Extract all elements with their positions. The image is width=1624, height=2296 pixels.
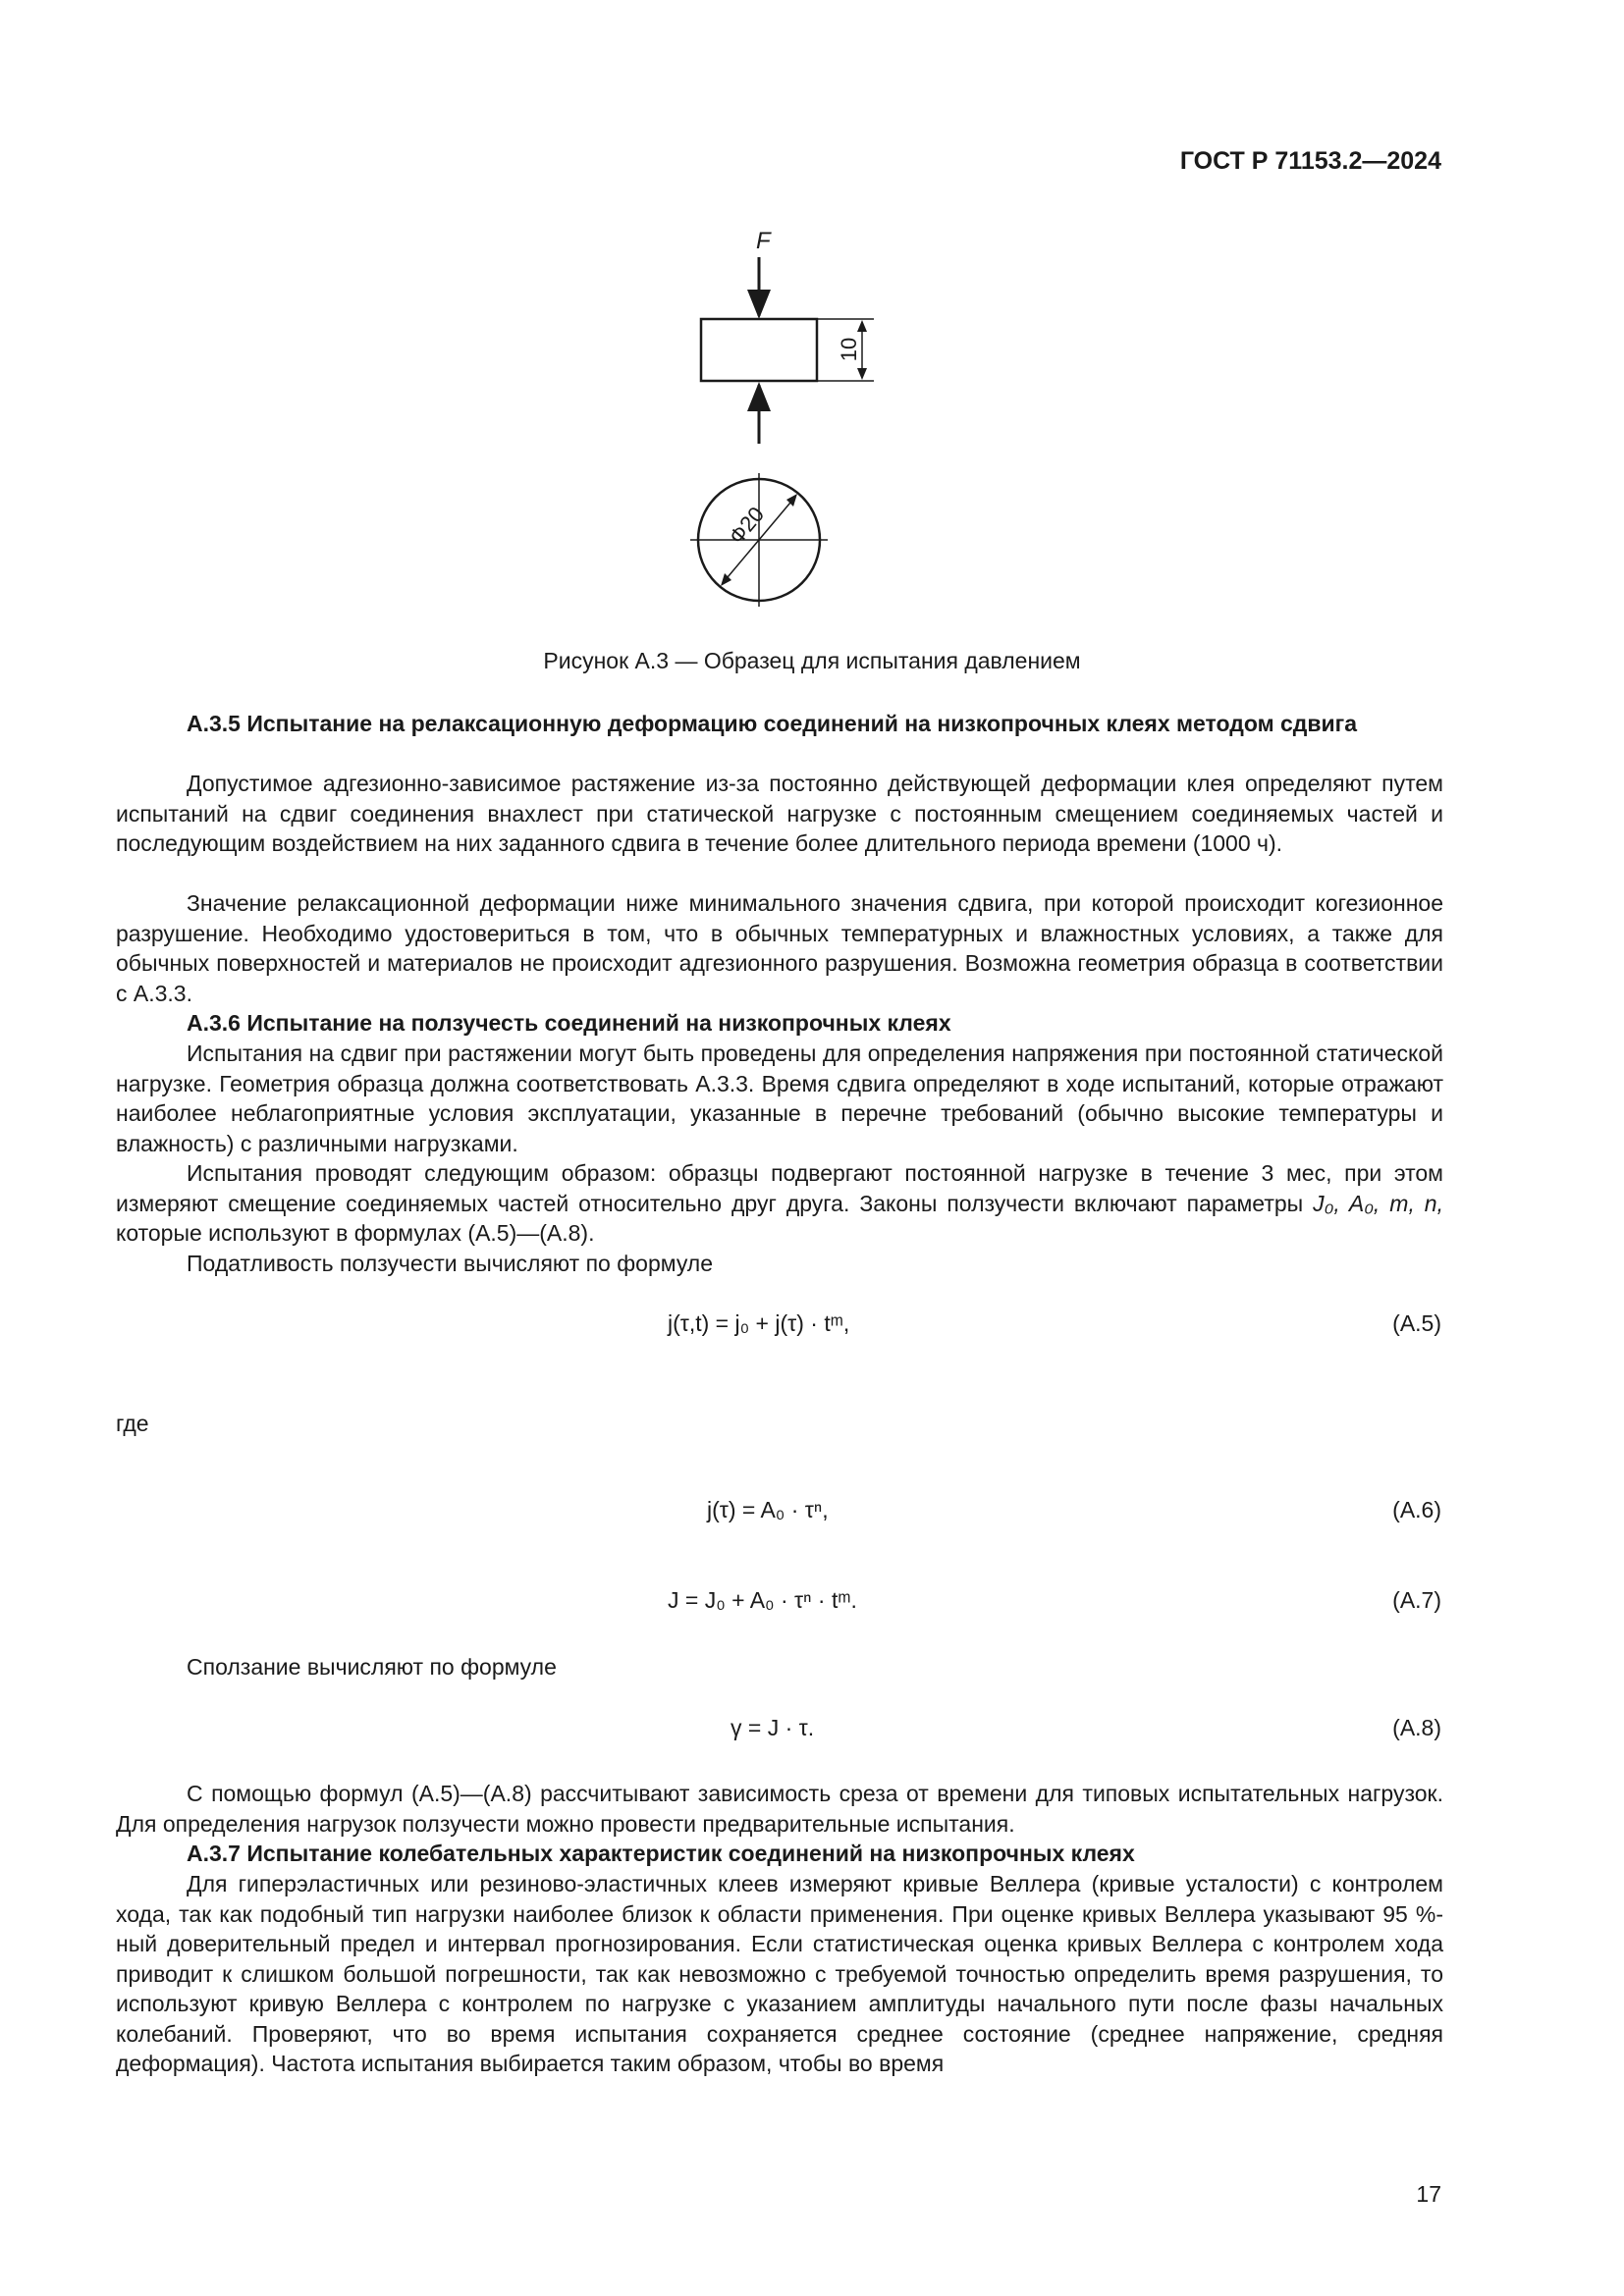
section-a36-title: А.3.6 Испытание на ползучесть соединений на низкопрочных клеях (187, 1010, 951, 1036)
formula-a5-number: (А.5) (1392, 1310, 1441, 1336)
diameter-dimension-label: Ф20 (724, 502, 770, 549)
where-label: где (116, 1411, 149, 1436)
section-a35-title: А.3.5 Испытание на релаксационную деформацию соединений на низкопрочных клеях методом сдвига (187, 711, 1358, 736)
paragraph-2-text-b: которые используют в формулах (А.5)—(А.8). (116, 1220, 595, 1246)
specimen-side-view (701, 319, 817, 381)
formula-a7: J = J₀ + A₀ · τⁿ · tᵐ. (668, 1587, 857, 1613)
formula-a6: j(τ) = A₀ · τⁿ, (707, 1497, 829, 1522)
section-a35-paragraph-2: Значение релаксационной деформации ниже минимального значения сдвига, при которой происходит когезионное разрушение. Необходимо удостовериться в том, что в обычных температурных и влажностных условиях, а также для обычных поверхностей и материалов не происходит адгезионного разрушения. Возможна геометрия образца в соответствии с А.3.3. (116, 890, 1443, 1006)
formula-a8-number: (А.8) (1392, 1715, 1441, 1740)
section-a37-title: А.3.7 Испытание колебательных характеристик соединений на низкопрочных клеях (187, 1841, 1135, 1866)
formula-a6-number: (А.6) (1392, 1497, 1441, 1522)
formula-a8: γ = J · τ. (731, 1715, 815, 1740)
force-label: F (756, 228, 771, 254)
section-a36-paragraph-4: Сползание вычисляют по формуле (187, 1654, 557, 1680)
formula-a7-number: (А.7) (1392, 1587, 1441, 1613)
section-a36-paragraph-2 (116, 1158, 1443, 1249)
dim-arrow-top (857, 320, 867, 332)
specimen-figure (677, 224, 874, 616)
figure-caption: Рисунок А.3 — Образец для испытания давлением (543, 648, 1081, 673)
section-a36-paragraph-1: Испытания на сдвиг при растяжении могут быть проведены для определения напряжения при постоянной статической нагрузке. Геометрия образца должна соответствовать А.3.3. Время сдвига определяют в ходе испытаний, которые отражают наиболее неблагоприятные условия эксплуатации, указанные в перечне требований (обычно высокие температуры и влажность) с различными нагрузками. (116, 1041, 1443, 1156)
document-header: ГОСТ Р 71153.2—2024 (1179, 147, 1441, 175)
paragraph-2-text-a: Испытания проводят следующим образом: образцы подвергают постоянной нагрузке в течение 3 мес, при этом измеряют смещение соединяемых частей относительно друг друга. Законы ползучести включают параметры (116, 1160, 1443, 1216)
section-a36-paragraph-3: Податливость ползучести вычисляют по формуле (187, 1251, 714, 1276)
height-dimension-label: 10 (836, 337, 861, 362)
section-a36-paragraph-5: С помощью формул (А.5)—(А.8) рассчитывают зависимость среза от времени для типовых испытательных нагрузок. Для определения нагрузок ползучести можно провести предварительные испытания. (116, 1781, 1443, 1837)
dim-arrow-bottom (857, 368, 867, 380)
creep-parameters: J₀, A₀, m, n, (1313, 1190, 1443, 1216)
formula-a5: j(τ,t) = j₀ + j(τ) · tᵐ, (668, 1310, 850, 1336)
page-number: 17 (1416, 2181, 1441, 2207)
section-a37-paragraph-1: Для гиперэластичных или резиново-эластичных клеев измеряют кривые Веллера (кривые усталости) с контролем хода, так как подобный тип нагрузки наиболее близок к области применения. При оценке кривых Веллера указывают 95 %-ный доверительный предел и интервал прогнозирования. Если статистическая оценка кривых Веллера с контролем хода приводит к слишком большой погрешности, так как невозможно с требуемой точностью определить время разрушения, то используют кривую Веллера с контролем по нагрузке с указанием амплитуды начального пути после фазы начальных колебаний. Проверяют, что во время испытания сохраняется среднее состояние (среднее напряжение, средняя деформация). Частота испытания выбирается таким образом, чтобы во время (116, 1871, 1443, 2076)
section-a35-paragraph-1: Допустимое адгезионно-зависимое растяжение из-за постоянно действующей деформации клея определяют путем испытаний на сдвиг соединения внахлест при статической нагрузке с постоянным смещением соединяемых частей и последующим воздействием на них заданного сдвига в течение более длительного периода времени (1000 ч). (116, 771, 1443, 856)
